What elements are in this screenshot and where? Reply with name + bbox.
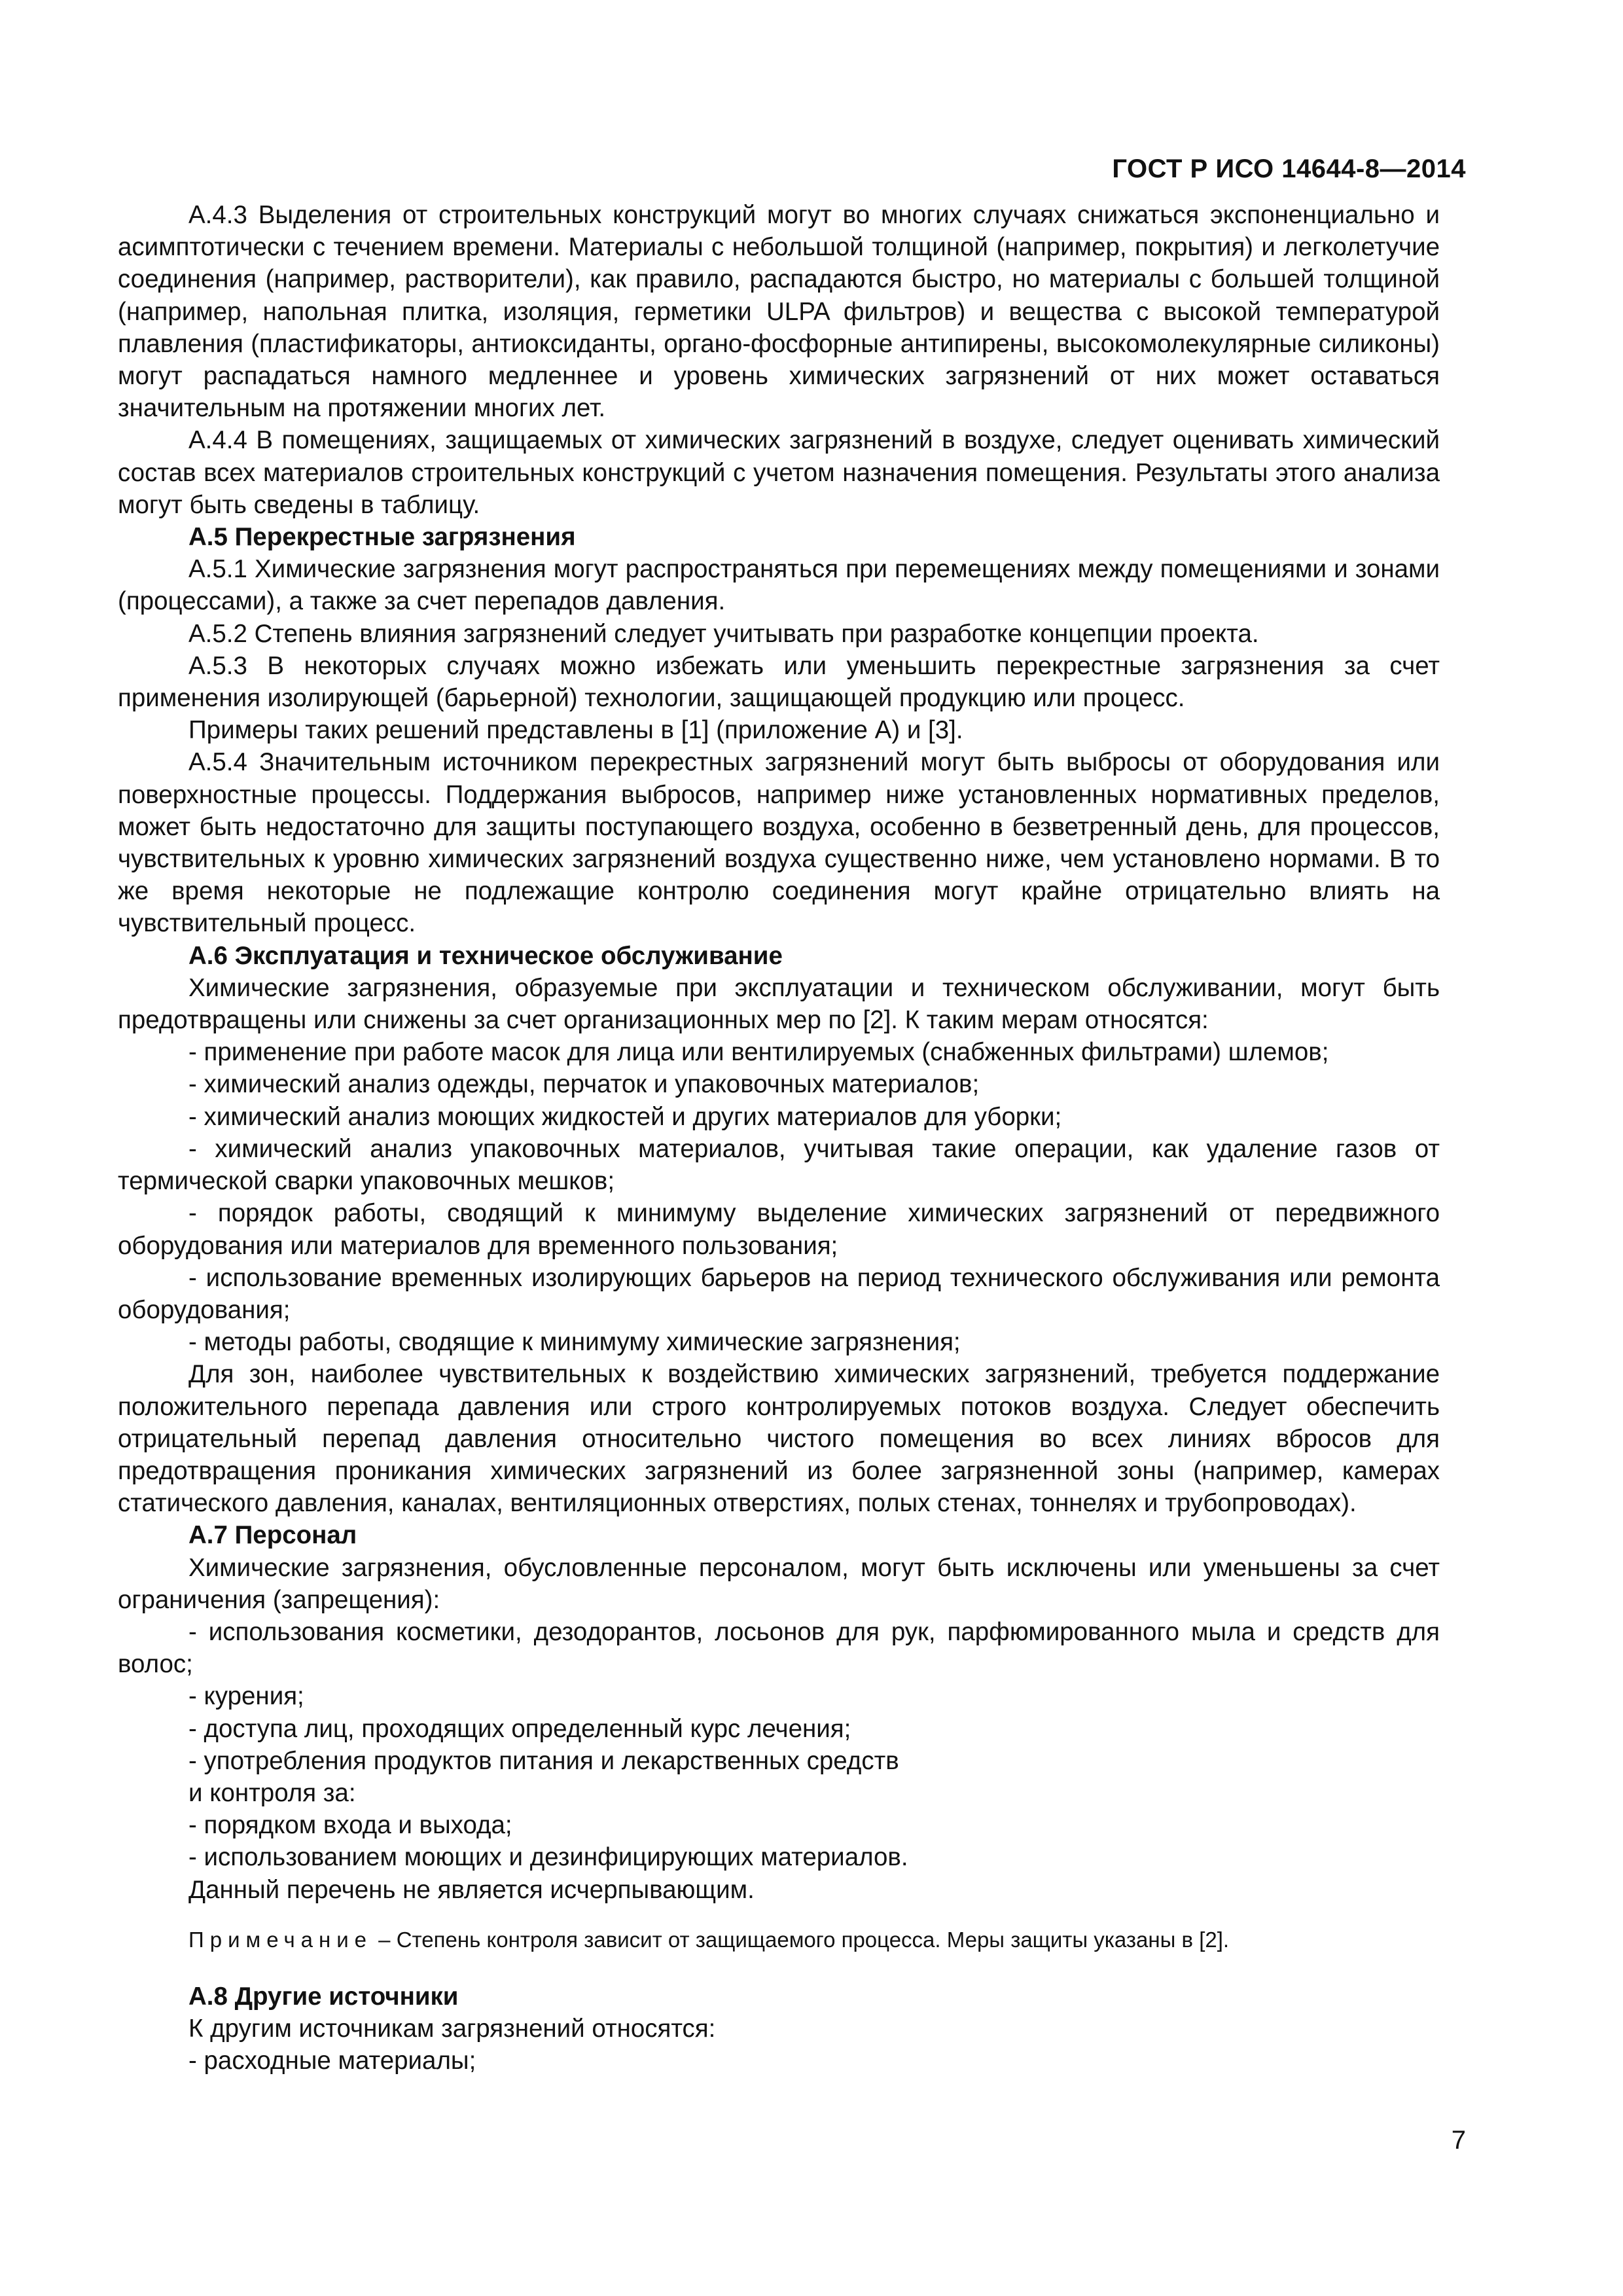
section-heading-a-7: А.7 Персонал bbox=[188, 1521, 357, 1550]
list-item: - курения; bbox=[188, 1682, 304, 1711]
list-item: - употребления продуктов питания и лекарственных средств bbox=[188, 1746, 899, 1775]
list-item: - порядок работы, сводящий к минимуму выделение химических загрязнений от передвижного оборудования или материалов для временного пользования; bbox=[118, 1199, 1440, 1260]
standard-code-header: ГОСТ Р ИСО 14644-8—2014 bbox=[1112, 154, 1466, 183]
list-item: - расходные материалы; bbox=[188, 2047, 476, 2075]
paragraph-a-5-4: А.5.4 Значительным источником перекрестных загрязнений могут быть выбросы от оборудования или поверхностные процессы. Поддержания выбросов, например ниже установленных нормативных пределов, может быть недостаточно для защиты поступающего воздуха, особенно в безветренный день, для процессов, чувствительных к уровню химических загрязнений воздуха существенно ниже, чем установлено нормами. В то же время некоторые не подлежащие контролю соединения могут крайне отрицательно влиять на чувствительный процесс. bbox=[118, 748, 1440, 938]
list-item: - применение при работе масок для лица или вентилируемых (снабженных фильтрами) шлемов; bbox=[188, 1038, 1329, 1067]
list-item: - использования косметики, дезодорантов, лосьонов для рук, парфюмированного мыла и средств для волос; bbox=[118, 1617, 1440, 1679]
section-heading-a-8: А.8 Другие источники bbox=[188, 1982, 459, 2011]
paragraph-a-7-control-intro: и контроля за: bbox=[188, 1778, 356, 1807]
list-item: - порядком входа и выхода; bbox=[188, 1811, 512, 1840]
section-heading-a-5: А.5 Перекрестные загрязнения bbox=[188, 523, 576, 552]
paragraph-a-5-3: А.5.3 В некоторых случаях можно избежать или уменьшить перекрестные загрязнения за счет применения изолирующей (барьерной) технологии, защищающей продукцию или процесс. bbox=[118, 651, 1440, 713]
paragraph-a-6-intro: Химические загрязнения, образуемые при эксплуатации и техническом обслуживании, могут быть предотвращены или снижены за счет организационных мер по [2]. К таким мерам относятся: bbox=[118, 973, 1440, 1035]
paragraph-a-8-intro: К другим источникам загрязнений относятся: bbox=[188, 2014, 716, 2043]
list-item: - доступа лиц, проходящих определенный курс лечения; bbox=[188, 1714, 851, 1743]
document-body bbox=[118, 199, 1440, 2077]
list-item: - методы работы, сводящие к минимуму химические загрязнения; bbox=[188, 1328, 961, 1357]
section-heading-a-6: А.6 Эксплуатация и техническое обслуживание bbox=[188, 941, 783, 970]
list-item: - химический анализ одежды, перчаток и упаковочных материалов; bbox=[188, 1070, 980, 1099]
note-text: – Степень контроля зависит от защищаемого процесса. Меры защиты указаны в [2]. bbox=[372, 1927, 1230, 1952]
note bbox=[118, 1926, 1440, 1954]
paragraph-a-4-4: А.4.4 В помещениях, защищаемых от химических загрязнений в воздухе, следует оценивать химический состав всех материалов строительных конструкций с учетом назначения помещения. Результаты этого анализа могут быть сведены в таблицу. bbox=[118, 426, 1440, 519]
paragraph-a-6-zones: Для зон, наиболее чувствительных к воздействию химических загрязнений, требуется поддержание положительного перепада давления или строго контролируемых потоков воздуха. Следует обеспечить отрицательный перепад давления относительно чистого помещения во всех линиях вбросов для предотвращения проникания химических загрязнений из более загрязненной зоны (например, камерах статического давления, каналах, вентиляционных отверстиях, полых стенах, тоннелях и трубопроводах). bbox=[118, 1360, 1440, 1518]
list-item: - использованием моющих и дезинфицирующих материалов. bbox=[188, 1843, 908, 1872]
list-item: - использование временных изолирующих барьеров на период технического обслуживания или ремонта оборудования; bbox=[118, 1263, 1440, 1324]
paragraph-a-7-intro: Химические загрязнения, обусловленные персоналом, могут быть исключены или уменьшены за счет ограничения (запрещения): bbox=[118, 1553, 1440, 1614]
paragraph-a-5-1: А.5.1 Химические загрязнения могут распространяться при перемещениях между помещениями и зонами (процессами), а также за счет перепадов давления. bbox=[118, 555, 1440, 616]
note-label: Примечание bbox=[188, 1927, 373, 1952]
list-item: - химический анализ моющих жидкостей и других материалов для уборки; bbox=[188, 1102, 1062, 1131]
list-item: - химический анализ упаковочных материалов, учитывая такие операции, как удаление газов от термической сварки упаковочных мешков; bbox=[118, 1134, 1440, 1196]
paragraph-a-4-3: А.4.3 Выделения от строительных конструкций могут во многих случаях снижаться экспоненциально и асимптотически с течением времени. Материалы с небольшой толщиной (например, покрытия) и легколетучие соединения (например, растворители), как правило, распадаются быстро, но материалы с большей толщиной (например, напольная плитка, изоляция, герметики ULPA фильтров) и вещества с высокой температурой плавления (пластификаторы, антиоксиданты, органо-фосфорные антипирены, высокомолекулярные силиконы) могут распадаться намного медленнее и уровень химических загрязнений от них может оставаться значительным на протяжении многих лет. bbox=[118, 201, 1440, 423]
page-number: 7 bbox=[1451, 2126, 1466, 2155]
paragraph-a-7-closing: Данный перечень не является исчерпывающим. bbox=[188, 1875, 755, 1904]
paragraph-a-5-2: А.5.2 Степень влияния загрязнений следует учитывать при разработке концепции проекта. bbox=[188, 619, 1259, 648]
paragraph-a-5-3-examples: Примеры таких решений представлены в [1] (приложение А) и [3]. bbox=[188, 716, 963, 745]
